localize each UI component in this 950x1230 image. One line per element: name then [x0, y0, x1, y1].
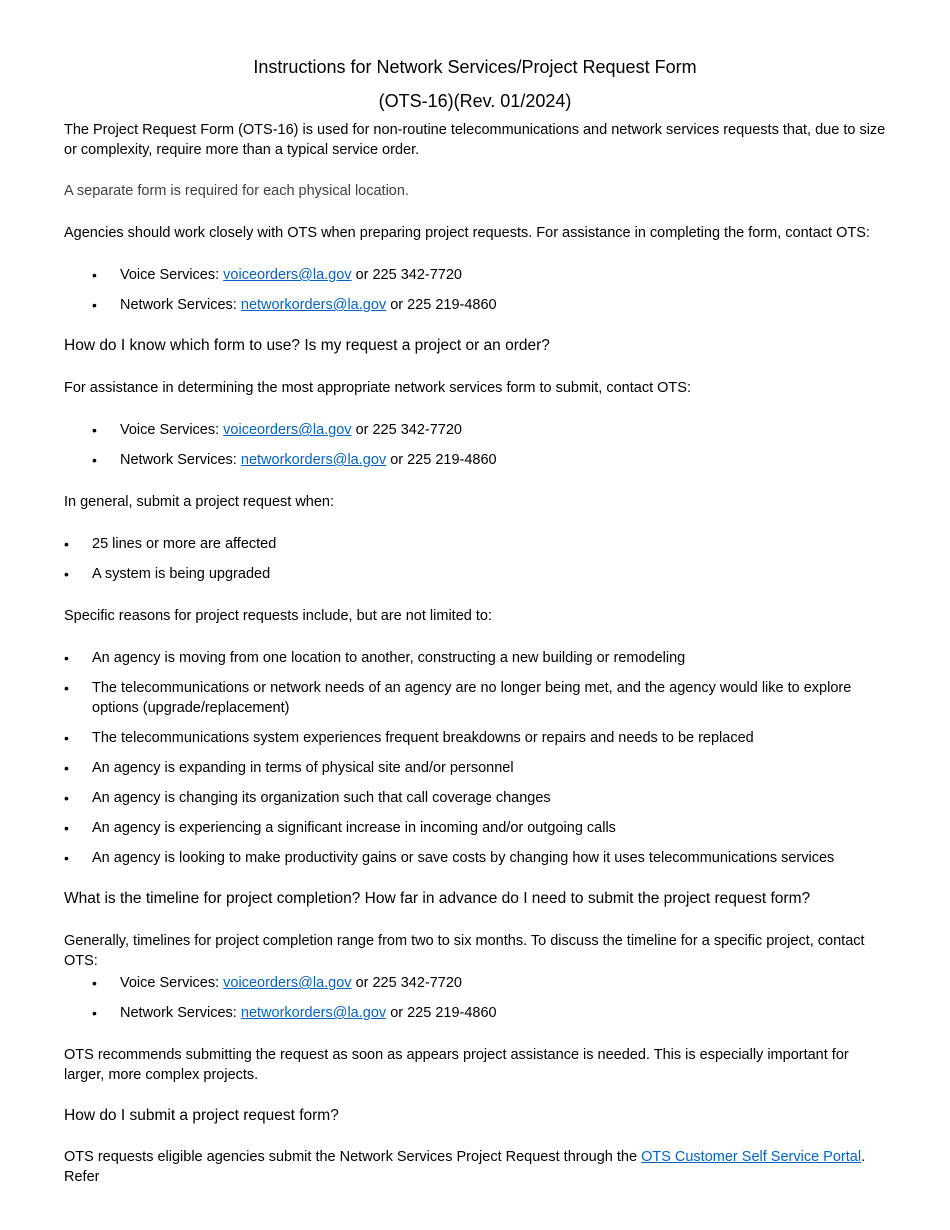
document-title: Instructions for Network Services/Project Request Form [253, 57, 697, 77]
bullet: • [64, 820, 69, 836]
recommends-paragraph: OTS recommends submitting the request as soon as appears project assistance is needed. This is especially important for larger, more complex projects. [64, 1047, 849, 1083]
bullet: • [92, 452, 97, 468]
network-email-link[interactable]: networkorders@la.gov [240, 452, 387, 468]
work-closely-paragraph: Agencies should work closely with OTS when preparing project requests. For assistance in completing the form, contact OTS: [64, 225, 870, 241]
bullet: • [64, 680, 69, 696]
network-email-link[interactable]: networkorders@la.gov [240, 297, 387, 313]
bullet: • [92, 1005, 97, 1021]
question-timeline: What is the timeline for project completion? How far in advance do I need to submit the project request form? [64, 890, 811, 907]
voice-email-link[interactable]: voiceorders@la.gov [223, 267, 352, 283]
form-number: (OTS-16)(Rev. 01/2024) [378, 91, 572, 111]
bullet: • [64, 650, 69, 666]
bullet: • [92, 975, 97, 991]
intro-paragraph: The Project Request Form (OTS-16) is used for non-routine telecommunications and network services requests that, due to size or complexity, require more than a typical service order. [64, 122, 886, 158]
bullet: • [92, 422, 97, 438]
question-which-form: How do I know which form to use? Is my request a project or an order? [64, 337, 550, 354]
specific-reasons-paragraph: Specific reasons for project requests include, but are not limited to: [64, 608, 492, 624]
bullet: • [92, 267, 97, 283]
bullet: • [64, 536, 69, 552]
bullet: • [92, 297, 97, 313]
voice-email-link[interactable]: voiceorders@la.gov [223, 422, 352, 438]
voice-email-link[interactable]: voiceorders@la.gov [223, 975, 352, 991]
assist-determine-paragraph: For assistance in determining the most appropriate network services form to submit, contact OTS: [64, 380, 691, 396]
bullet: • [64, 760, 69, 776]
portal-link[interactable]: OTS Customer Self Service Portal [641, 1149, 862, 1165]
bullet: • [64, 790, 69, 806]
bullet: • [64, 566, 69, 582]
separate-form-note: A separate form is required for each physical location. [64, 183, 409, 199]
question-submit: How do I submit a project request form? [64, 1107, 339, 1124]
in-general-paragraph: In general, submit a project request when: [64, 494, 335, 510]
timeline-paragraph: Generally, timelines for project completion range from two to six months. To discuss the timeline for a specific project, contact OTS: [64, 933, 865, 969]
bullet: • [64, 730, 69, 746]
network-email-link[interactable]: networkorders@la.gov [240, 1005, 387, 1021]
submit-paragraph: OTS requests eligible agencies submit the Network Services Project Request through the OTS Customer Self Service Portal. Refer [64, 1149, 866, 1185]
bullet: • [64, 850, 69, 866]
